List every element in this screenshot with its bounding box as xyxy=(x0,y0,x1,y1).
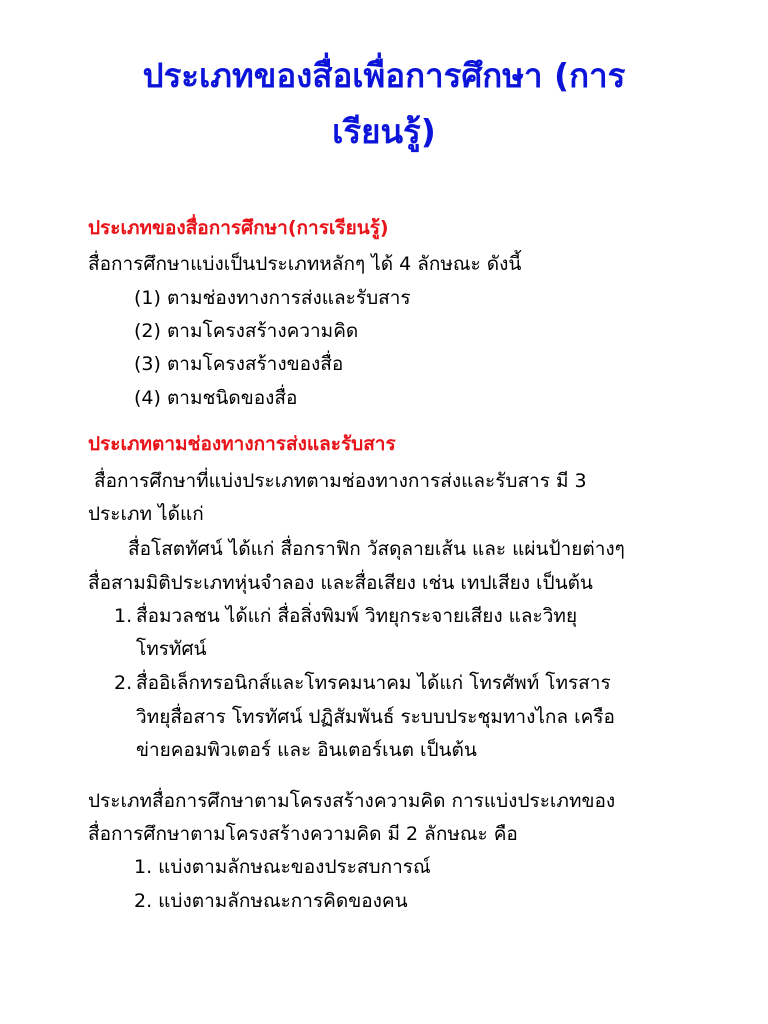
list-item-line: โทรทัศน์ xyxy=(136,638,207,660)
list-number: 2. xyxy=(114,672,133,694)
paragraph-line: สื่อการศึกษาตามโครงสร้างความคิด มี 2 ลักษณะ คือ xyxy=(88,823,518,845)
section-intro-line-1: สื่อการศึกษาที่แบ่งประเภทตามช่องทางการส่งและรับสาร มี 3 xyxy=(94,470,587,492)
list-item: (2) ตามโครงสร้างความคิด xyxy=(134,320,359,342)
list-item: (3) ตามโครงสร้างของสื่อ xyxy=(134,353,344,375)
list-item-line: สื่อมวลชน ได้แก่ สื่อสิ่งพิมพ์ วิทยุกระจายเสียง และวิทยุ xyxy=(136,605,578,627)
list-item: 2. แบ่งตามลักษณะการคิดของคน xyxy=(134,890,408,912)
document-title-line-2: เรียนรู้) xyxy=(332,112,436,151)
paragraph-line: ประเภทสื่อการศึกษาตามโครงสร้างความคิด การแบ่งประเภทของ xyxy=(88,790,616,812)
list-item: 1. แบ่งตามลักษณะของประสบการณ์ xyxy=(134,856,431,878)
list-item-line: สื่ออิเล็กทรอนิกส์และโทรคมนาคม ได้แก่ โทรศัพท์ โทรสาร xyxy=(136,672,611,694)
section-heading-channels: ประเภทตามช่องทางการส่งและรับสาร xyxy=(88,433,396,455)
section-intro-types: สื่อการศึกษาแบ่งเป็นประเภทหลักๆ ได้ 4 ลักษณะ ดังนี้ xyxy=(88,253,522,275)
section-intro-line-2: ประเภท ได้แก่ xyxy=(88,503,204,525)
list-item: (1) ตามช่องทางการส่งและรับสาร xyxy=(134,287,411,309)
list-item-line: วิทยุสื่อสาร โทรทัศน์ ปฏิสัมพันธ์ ระบบประชุมทางไกล เครือ xyxy=(136,706,615,728)
section-heading-types: ประเภทของสื่อการศึกษา(การเรียนรู้) xyxy=(88,217,389,239)
paragraph-line: สื่อสามมิติประเภทหุ่นจำลอง และสื่อเสียง เช่น เทปเสียง เป็นต้น xyxy=(88,572,593,594)
list-item: (4) ตามชนิดของสื่อ xyxy=(134,387,298,409)
paragraph-line: สื่อโสตทัศน์ ได้แก่ สื่อกราฟิก วัสดุลายเส้น และ แผ่นป้ายต่างๆ xyxy=(128,538,625,560)
list-number: 1. xyxy=(114,605,133,627)
list-item-line: ข่ายคอมพิวเตอร์ และ อินเตอร์เนต เป็นต้น xyxy=(136,739,477,761)
document-title-line-1: ประเภทของสื่อเพื่อการศึกษา (การ xyxy=(142,56,626,95)
